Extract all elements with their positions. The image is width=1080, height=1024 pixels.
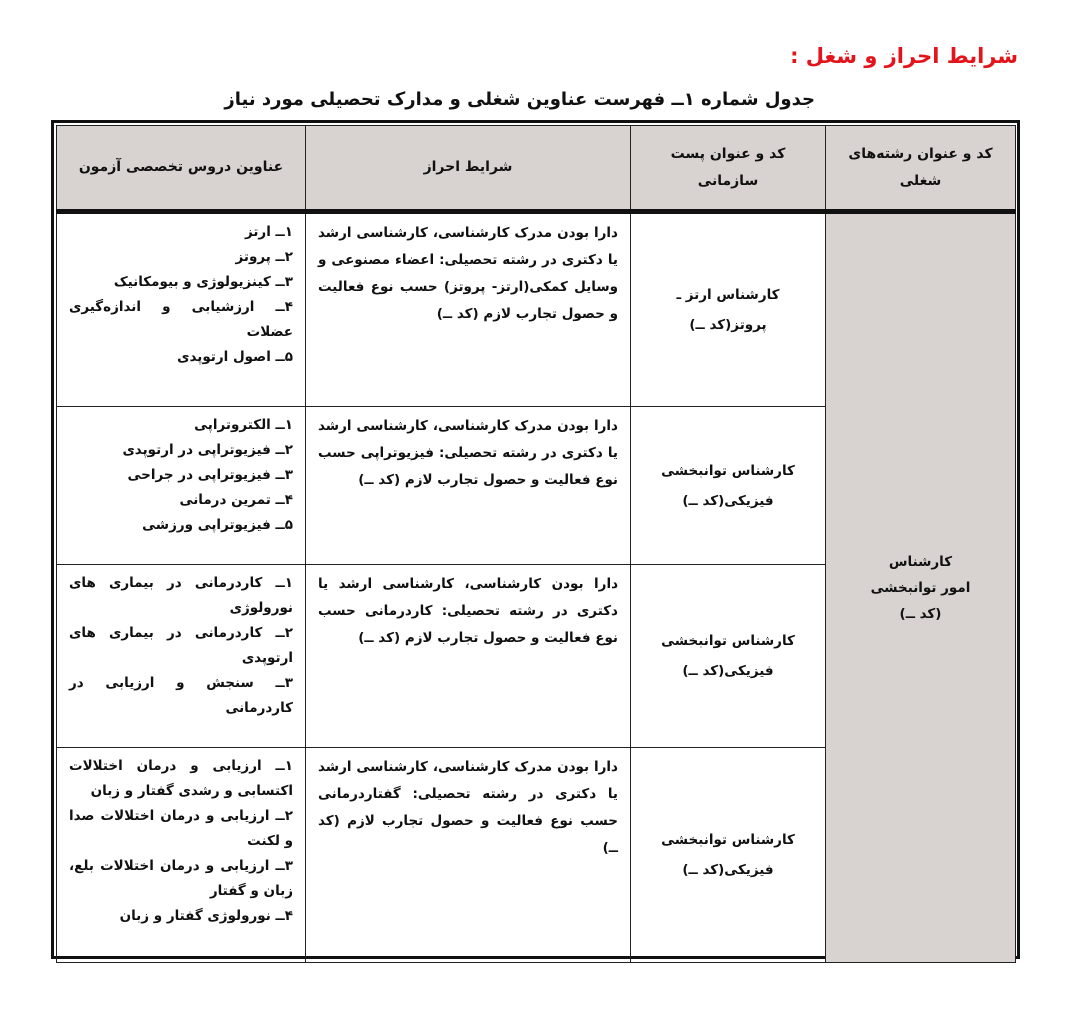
course-item: ۳ــ سنجش و ارزیابی در کاردرمانی — [69, 675, 293, 716]
course-item: ۱ــ الکتروتراپی — [194, 417, 293, 433]
table-header-row — [57, 126, 1016, 212]
course-item: ۲ــ فیزیوتراپی در ارتوپدی — [122, 442, 293, 458]
course-item: ۲ــ پروتز — [235, 249, 293, 265]
header-courses: عناوین دروس تخصصی آزمون — [57, 126, 306, 212]
table-title: جدول شماره ۱ــ فهرست عناوین شغلی و مدارک تحصیلی مورد نیاز — [224, 89, 815, 110]
course-item: ۱ــ ارزیابی و درمان اختلالات اکتسابی و رشدی گفتار و زبان — [69, 758, 293, 799]
course-item: ۱ــ ارتز — [244, 224, 293, 240]
field-cell: کارشناس امور توانبخشی (کد ــ) — [826, 212, 1016, 963]
course-item: ۵ــ فیزیوتراپی ورزشی — [142, 517, 293, 533]
conditions-cell: دارا بودن مدرک کارشناسی، کارشناسی ارشد یا دکتری در رشته تحصیلی: فیزیوتراپی حسب نوع فعالیت و حصول تجارب لازم (کد ــ) — [306, 407, 631, 565]
table-row — [57, 212, 1016, 407]
course-item: ۳ــ ارزیابی و درمان اختلالات بلع، زبان و گفتار — [69, 858, 293, 899]
course-item: ۵ــ اصول ارتوپدی — [177, 349, 293, 365]
course-item: ۴ــ تمرین درمانی — [179, 492, 293, 508]
post-cell: کارشناس توانبخشی فیزیکی(کد ــ) — [631, 748, 826, 963]
conditions-cell: دارا بودن مدرک کارشناسی، کارشناسی ارشد یا دکتری در رشته تحصیلی: اعضاء مصنوعی و وسایل کمکی(ارتز- پروتز) حسب نوع فعالیت و حصول تجارب لازم (کد ــ) — [306, 212, 631, 407]
conditions-cell: دارا بودن کارشناسی، کارشناسی ارشد یا دکتری در رشته تحصیلی: کاردرمانی حسب نوع فعالیت و حصول تجارب لازم (کد ــ) — [306, 565, 631, 748]
page-heading: شرایط احراز و شغل : — [790, 44, 1018, 68]
post-cell: کارشناس توانبخشی فیزیکی(کد ــ) — [631, 407, 826, 565]
post-cell: کارشناس ارتز ـ پروتز(کد ــ) — [631, 212, 826, 407]
post-cell: کارشناس توانبخشی فیزیکی(کد ــ) — [631, 565, 826, 748]
courses-cell — [57, 565, 306, 748]
course-item: ۴ــ ارزشیابی و اندازه‌گیری عضلات — [69, 299, 293, 340]
conditions-cell: دارا بودن مدرک کارشناسی، کارشناسی ارشد یا دکتری در رشته تحصیلی: گفتاردرمانی حسب نوع فعالیت و حصول تجارب لازم (کد ــ) — [306, 748, 631, 963]
course-item: ۳ــ کینزیولوژی و بیومکانیک — [113, 274, 293, 290]
course-item: ۳ــ فیزیوتراپی در جراحی — [127, 467, 293, 483]
header-conditions: شرایط احراز — [306, 126, 631, 212]
course-item: ۱ــ کاردرمانی در بیماری های نورولوژی — [69, 575, 293, 616]
course-item: ۲ــ ارزیابی و درمان اختلالات صدا و لکنت — [69, 808, 293, 849]
courses-cell — [57, 407, 306, 565]
job-titles-table — [56, 125, 1016, 963]
course-item: ۲ــ کاردرمانی در بیماری های ارتوپدی — [69, 625, 293, 666]
courses-cell — [57, 748, 306, 963]
header-post: کد و عنوان پست سازمانی — [631, 126, 826, 212]
course-item: ۴ــ نورولوژی گفتار و زبان — [119, 908, 293, 924]
courses-cell — [57, 212, 306, 407]
header-field: کد و عنوان رشته‌های شغلی — [826, 126, 1016, 212]
